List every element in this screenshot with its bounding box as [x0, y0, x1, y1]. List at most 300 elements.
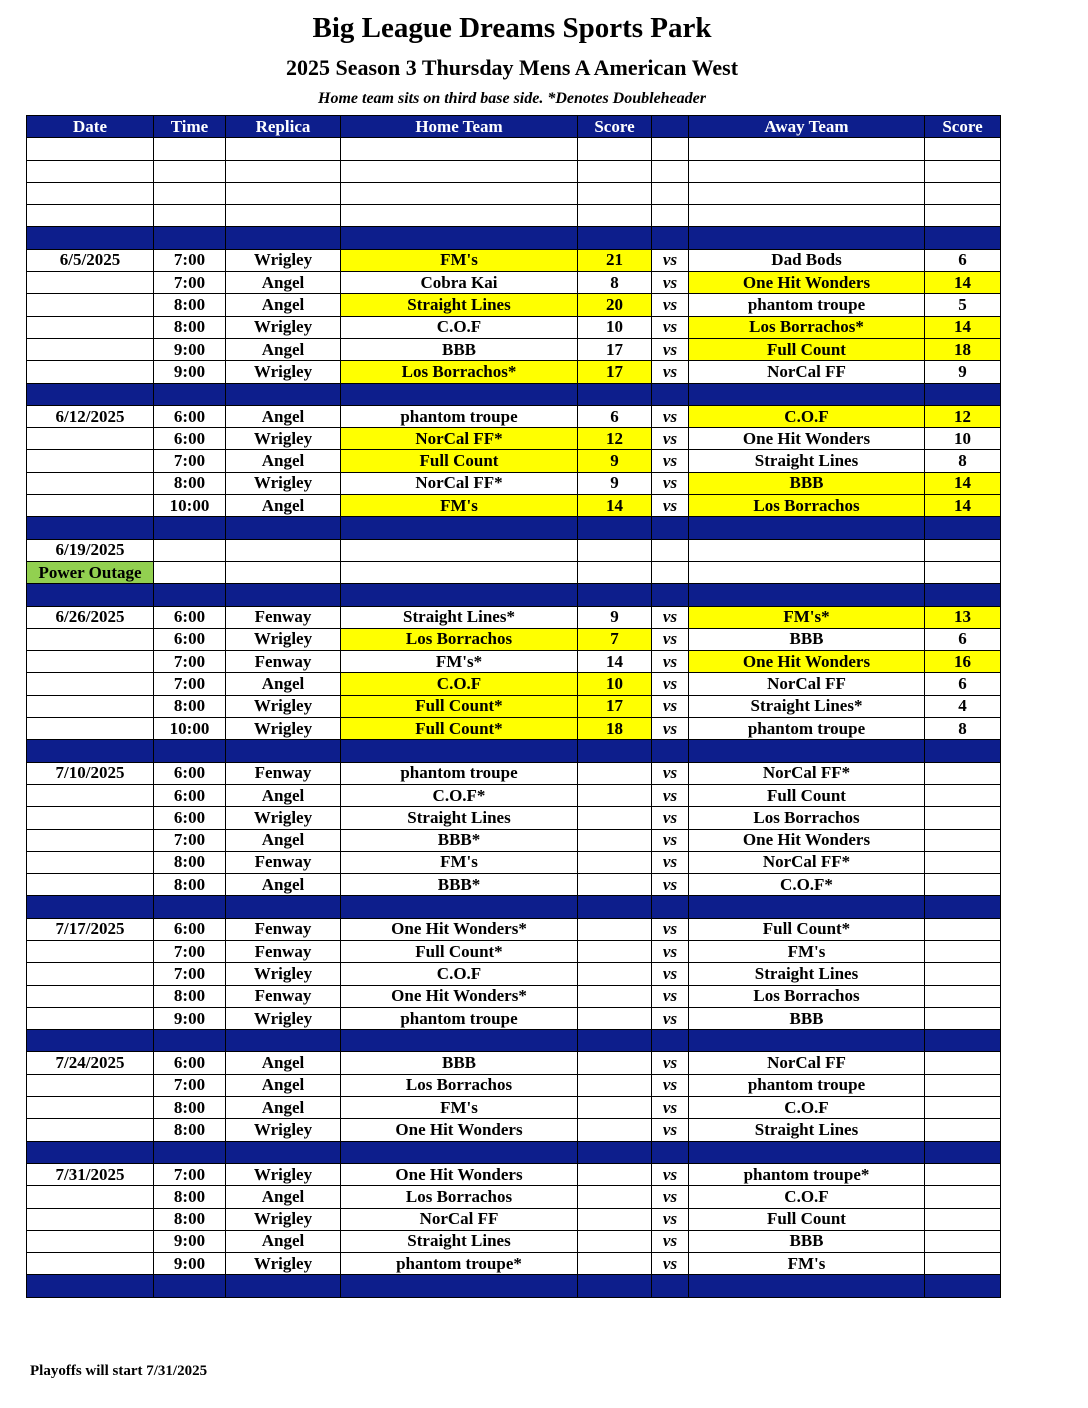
blank-cell: [341, 160, 578, 182]
away-team-cell: Full Count: [689, 1208, 925, 1230]
home-score-cell: [578, 851, 652, 873]
separator-cell: [226, 740, 341, 762]
date-cell: [27, 428, 154, 450]
blank-row: [27, 160, 1001, 182]
time-cell: 7:00: [154, 940, 226, 962]
replica-cell: Fenway: [226, 762, 341, 784]
separator-cell: [226, 383, 341, 405]
separator-cell: [27, 1141, 154, 1163]
home-score-cell: 9: [578, 472, 652, 494]
game-row: [27, 1097, 1001, 1119]
away-team-cell: phantom troupe: [689, 718, 925, 740]
time-cell: 9:00: [154, 338, 226, 360]
replica-cell: Wrigley: [226, 1163, 341, 1185]
vs-label: vs: [652, 1186, 689, 1208]
home-team-cell: Los Borrachos: [341, 628, 578, 650]
blank-row: [27, 182, 1001, 204]
schedule-table: [26, 115, 1001, 1298]
home-score-cell: [578, 1097, 652, 1119]
game-row: [27, 405, 1001, 427]
away-score-cell: [925, 762, 1001, 784]
replica-cell: Fenway: [226, 940, 341, 962]
date-cell: 6/5/2025: [27, 249, 154, 271]
separator-cell: [27, 383, 154, 405]
vs-label: vs: [652, 495, 689, 517]
blank-cell: [689, 205, 925, 227]
away-team-cell: NorCal FF*: [689, 851, 925, 873]
vs-label: vs: [652, 940, 689, 962]
time-cell: 8:00: [154, 316, 226, 338]
separator-cell: [27, 896, 154, 918]
time-cell: 6:00: [154, 628, 226, 650]
away-team-cell: C.O.F*: [689, 874, 925, 896]
time-cell: 8:00: [154, 985, 226, 1007]
replica-cell: Wrigley: [226, 695, 341, 717]
replica-cell: Angel: [226, 784, 341, 806]
game-row: [27, 673, 1001, 695]
replica-cell: Angel: [226, 1052, 341, 1074]
separator-cell: [578, 383, 652, 405]
date-cell: [27, 1074, 154, 1096]
vs-label: vs: [652, 472, 689, 494]
replica-cell: Wrigley: [226, 1253, 341, 1275]
date-cell: [27, 1253, 154, 1275]
page-title: Big League Dreams Sports Park: [312, 12, 712, 44]
away-team-cell: BBB: [689, 472, 925, 494]
away-team-cell: BBB: [689, 628, 925, 650]
home-team-cell: BBB: [341, 1052, 578, 1074]
separator-cell: [341, 1275, 578, 1297]
separator-cell: [341, 896, 578, 918]
game-row: [27, 784, 1001, 806]
schedule-body: [27, 138, 1001, 1297]
home-score-cell: 8: [578, 272, 652, 294]
separator-row: [27, 227, 1001, 249]
away-score-cell: 6: [925, 249, 1001, 271]
away-score-cell: 8: [925, 718, 1001, 740]
replica-cell: Fenway: [226, 918, 341, 940]
vs-label: vs: [652, 1208, 689, 1230]
away-score-cell: 13: [925, 606, 1001, 628]
date-cell: [27, 272, 154, 294]
home-score-cell: [578, 1253, 652, 1275]
date-cell: [27, 338, 154, 360]
away-team-cell: Dad Bods: [689, 249, 925, 271]
vs-label: vs: [652, 1007, 689, 1029]
away-score-cell: 8: [925, 450, 1001, 472]
date-cell: [27, 1186, 154, 1208]
separator-cell: [689, 383, 925, 405]
separator-cell: [925, 517, 1001, 539]
home-score-cell: [578, 539, 652, 561]
vs-label: vs: [652, 1119, 689, 1141]
home-score-cell: [578, 1007, 652, 1029]
date-cell: [27, 1119, 154, 1141]
vs-label: vs: [652, 1163, 689, 1185]
separator-cell: [578, 740, 652, 762]
time-cell: 7:00: [154, 450, 226, 472]
separator-cell: [154, 1030, 226, 1052]
home-score-cell: [578, 829, 652, 851]
replica-cell: Wrigley: [226, 428, 341, 450]
blank-cell: [578, 138, 652, 160]
away-score-cell: [925, 985, 1001, 1007]
separator-cell: [341, 383, 578, 405]
separator-row: [27, 383, 1001, 405]
home-score-cell: [578, 1186, 652, 1208]
separator-cell: [154, 1275, 226, 1297]
home-team-cell: Straight Lines: [341, 294, 578, 316]
replica-cell: Fenway: [226, 985, 341, 1007]
separator-cell: [652, 517, 689, 539]
vs-label: vs: [652, 606, 689, 628]
separator-cell: [652, 1030, 689, 1052]
separator-cell: [652, 896, 689, 918]
time-cell: 7:00: [154, 651, 226, 673]
home-score-cell: [578, 762, 652, 784]
away-score-cell: 10: [925, 428, 1001, 450]
separator-cell: [341, 584, 578, 606]
home-team-cell: Los Borrachos: [341, 1186, 578, 1208]
separator-cell: [27, 584, 154, 606]
blank-cell: [27, 160, 154, 182]
away-score-cell: [925, 851, 1001, 873]
date-cell: 7/10/2025: [27, 762, 154, 784]
away-score-cell: 6: [925, 628, 1001, 650]
away-team-cell: C.O.F: [689, 1097, 925, 1119]
blank-cell: [226, 205, 341, 227]
away-team-cell: Straight Lines: [689, 1119, 925, 1141]
blank-cell: [689, 138, 925, 160]
away-score-cell: 9: [925, 361, 1001, 383]
date-cell: 6/26/2025: [27, 606, 154, 628]
away-team-cell: Los Borrachos: [689, 807, 925, 829]
separator-cell: [27, 517, 154, 539]
game-row: [27, 272, 1001, 294]
separator-row: [27, 896, 1001, 918]
away-score-cell: 12: [925, 405, 1001, 427]
date-cell: 6/19/2025: [27, 539, 154, 561]
home-team-cell: One Hit Wonders: [341, 1119, 578, 1141]
home-score-cell: 9: [578, 606, 652, 628]
game-row: [27, 472, 1001, 494]
blank-cell: [652, 205, 689, 227]
away-team-cell: Full Count: [689, 784, 925, 806]
home-team-cell: Los Borrachos: [341, 1074, 578, 1096]
away-team-cell: One Hit Wonders: [689, 428, 925, 450]
home-score-cell: [578, 985, 652, 1007]
separator-cell: [652, 1275, 689, 1297]
separator-row: [27, 517, 1001, 539]
blank-cell: [689, 182, 925, 204]
blank-cell: [689, 160, 925, 182]
home-team-cell: One Hit Wonders*: [341, 985, 578, 1007]
away-score-cell: [925, 807, 1001, 829]
vs-label: vs: [652, 450, 689, 472]
game-row: [27, 249, 1001, 271]
blank-cell: [341, 205, 578, 227]
vs-label: vs: [652, 695, 689, 717]
home-score-cell: 17: [578, 361, 652, 383]
time-cell: 8:00: [154, 695, 226, 717]
game-row: [27, 294, 1001, 316]
col-header-date: Date: [27, 116, 154, 138]
time-cell: 8:00: [154, 851, 226, 873]
replica-cell: [226, 561, 341, 583]
time-cell: 10:00: [154, 718, 226, 740]
game-row: [27, 918, 1001, 940]
blank-cell: [341, 182, 578, 204]
col-header-vs: [652, 116, 689, 138]
away-score-cell: [925, 561, 1001, 583]
time-cell: 8:00: [154, 874, 226, 896]
vs-label: vs: [652, 249, 689, 271]
blank-cell: [652, 138, 689, 160]
game-row: [27, 695, 1001, 717]
separator-row: [27, 1141, 1001, 1163]
date-cell: [27, 851, 154, 873]
date-cell: [27, 1230, 154, 1252]
home-team-cell: C.O.F: [341, 963, 578, 985]
home-team-cell: One Hit Wonders*: [341, 918, 578, 940]
time-cell: 8:00: [154, 1119, 226, 1141]
blank-row: [27, 205, 1001, 227]
vs-label: vs: [652, 316, 689, 338]
blank-cell: [925, 205, 1001, 227]
separator-cell: [925, 383, 1001, 405]
date-cell: Power Outage: [27, 561, 154, 583]
separator-cell: [27, 740, 154, 762]
time-cell: 8:00: [154, 1208, 226, 1230]
blank-cell: [578, 182, 652, 204]
replica-cell: Angel: [226, 673, 341, 695]
away-score-cell: [925, 1253, 1001, 1275]
home-score-cell: 20: [578, 294, 652, 316]
game-row: [27, 606, 1001, 628]
blank-cell: [154, 182, 226, 204]
separator-cell: [652, 227, 689, 249]
away-team-cell: Straight Lines: [689, 450, 925, 472]
away-team-cell: C.O.F: [689, 1186, 925, 1208]
blank-cell: [578, 205, 652, 227]
home-team-cell: NorCal FF*: [341, 472, 578, 494]
replica-cell: Angel: [226, 450, 341, 472]
separator-cell: [578, 1275, 652, 1297]
home-team-cell: BBB*: [341, 829, 578, 851]
home-team-cell: [341, 539, 578, 561]
home-team-cell: Cobra Kai: [341, 272, 578, 294]
away-team-cell: Straight Lines*: [689, 695, 925, 717]
date-cell: [27, 1007, 154, 1029]
separator-cell: [925, 584, 1001, 606]
separator-cell: [652, 1141, 689, 1163]
blank-cell: [578, 160, 652, 182]
away-score-cell: [925, 1208, 1001, 1230]
home-team-cell: FM's: [341, 495, 578, 517]
separator-cell: [154, 1141, 226, 1163]
replica-cell: Fenway: [226, 606, 341, 628]
time-cell: 6:00: [154, 1052, 226, 1074]
away-score-cell: [925, 963, 1001, 985]
vs-label: vs: [652, 1052, 689, 1074]
date-cell: [27, 784, 154, 806]
time-cell: 7:00: [154, 249, 226, 271]
home-team-cell: FM's: [341, 1097, 578, 1119]
separator-cell: [925, 740, 1001, 762]
home-team-cell: NorCal FF*: [341, 428, 578, 450]
away-team-cell: FM's: [689, 940, 925, 962]
home-score-cell: 9: [578, 450, 652, 472]
away-team-cell: phantom troupe*: [689, 1163, 925, 1185]
replica-cell: Wrigley: [226, 1119, 341, 1141]
time-cell: 7:00: [154, 963, 226, 985]
blank-cell: [652, 182, 689, 204]
home-team-cell: phantom troupe: [341, 1007, 578, 1029]
time-cell: 7:00: [154, 272, 226, 294]
away-team-cell: phantom troupe: [689, 294, 925, 316]
time-cell: 9:00: [154, 361, 226, 383]
vs-label: vs: [652, 807, 689, 829]
away-score-cell: [925, 1230, 1001, 1252]
vs-label: vs: [652, 985, 689, 1007]
col-header-time: Time: [154, 116, 226, 138]
away-score-cell: [925, 1163, 1001, 1185]
vs-label: vs: [652, 651, 689, 673]
away-team-cell: FM's*: [689, 606, 925, 628]
replica-cell: Wrigley: [226, 1007, 341, 1029]
game-row: [27, 539, 1001, 561]
replica-cell: Fenway: [226, 651, 341, 673]
home-score-cell: [578, 1208, 652, 1230]
header-row: [27, 116, 1001, 138]
blank-cell: [154, 205, 226, 227]
home-team-cell: C.O.F*: [341, 784, 578, 806]
separator-cell: [925, 1030, 1001, 1052]
separator-row: [27, 1275, 1001, 1297]
date-cell: [27, 316, 154, 338]
vs-label: vs: [652, 718, 689, 740]
vs-label: vs: [652, 874, 689, 896]
home-team-cell: Los Borrachos*: [341, 361, 578, 383]
separator-row: [27, 740, 1001, 762]
blank-cell: [226, 138, 341, 160]
separator-row: [27, 1030, 1001, 1052]
replica-cell: Wrigley: [226, 361, 341, 383]
col-header-home-team: Home Team: [341, 116, 578, 138]
time-cell: 6:00: [154, 807, 226, 829]
away-team-cell: One Hit Wonders: [689, 272, 925, 294]
away-score-cell: [925, 1119, 1001, 1141]
vs-label: vs: [652, 851, 689, 873]
home-score-cell: [578, 1119, 652, 1141]
col-header-home-score: Score: [578, 116, 652, 138]
home-score-cell: 17: [578, 695, 652, 717]
header-note: Home team sits on third base side. *Denotes Doubleheader: [318, 90, 706, 107]
home-team-cell: One Hit Wonders: [341, 1163, 578, 1185]
home-score-cell: 21: [578, 249, 652, 271]
away-team-cell: NorCal FF*: [689, 762, 925, 784]
vs-label: vs: [652, 1097, 689, 1119]
replica-cell: Angel: [226, 1230, 341, 1252]
separator-cell: [578, 227, 652, 249]
vs-label: [652, 561, 689, 583]
away-score-cell: 6: [925, 673, 1001, 695]
separator-cell: [341, 227, 578, 249]
game-row: [27, 651, 1001, 673]
separator-cell: [226, 517, 341, 539]
time-cell: 6:00: [154, 428, 226, 450]
col-header-away-score: Score: [925, 116, 1001, 138]
away-score-cell: 14: [925, 272, 1001, 294]
home-team-cell: phantom troupe: [341, 405, 578, 427]
col-header-away-team: Away Team: [689, 116, 925, 138]
date-cell: [27, 495, 154, 517]
home-team-cell: Full Count: [341, 450, 578, 472]
home-score-cell: 14: [578, 495, 652, 517]
separator-cell: [226, 227, 341, 249]
game-row: [27, 718, 1001, 740]
away-score-cell: 16: [925, 651, 1001, 673]
vs-label: vs: [652, 628, 689, 650]
replica-cell: Angel: [226, 272, 341, 294]
game-row: [27, 1186, 1001, 1208]
game-row: [27, 1230, 1001, 1252]
away-team-cell: [689, 539, 925, 561]
home-score-cell: [578, 1052, 652, 1074]
game-row: [27, 985, 1001, 1007]
separator-cell: [341, 517, 578, 539]
home-team-cell: FM's: [341, 249, 578, 271]
replica-cell: Wrigley: [226, 718, 341, 740]
blank-cell: [226, 182, 341, 204]
game-row: [27, 1052, 1001, 1074]
date-cell: [27, 695, 154, 717]
home-team-cell: Straight Lines*: [341, 606, 578, 628]
home-team-cell: FM's*: [341, 651, 578, 673]
home-score-cell: 7: [578, 628, 652, 650]
away-score-cell: [925, 539, 1001, 561]
date-cell: [27, 450, 154, 472]
game-row: [27, 316, 1001, 338]
away-score-cell: 4: [925, 695, 1001, 717]
date-cell: [27, 294, 154, 316]
vs-label: vs: [652, 1230, 689, 1252]
home-score-cell: 14: [578, 651, 652, 673]
away-team-cell: Straight Lines: [689, 963, 925, 985]
replica-cell: Angel: [226, 294, 341, 316]
time-cell: 7:00: [154, 829, 226, 851]
away-team-cell: Full Count: [689, 338, 925, 360]
separator-cell: [578, 896, 652, 918]
blank-cell: [925, 160, 1001, 182]
time-cell: 9:00: [154, 1007, 226, 1029]
separator-cell: [925, 1141, 1001, 1163]
col-header-replica: Replica: [226, 116, 341, 138]
time-cell: 8:00: [154, 1186, 226, 1208]
separator-cell: [652, 383, 689, 405]
time-cell: 6:00: [154, 784, 226, 806]
away-team-cell: NorCal FF: [689, 1052, 925, 1074]
date-cell: [27, 1208, 154, 1230]
game-row: [27, 1007, 1001, 1029]
time-cell: 6:00: [154, 918, 226, 940]
replica-cell: Angel: [226, 1074, 341, 1096]
time-cell: [154, 539, 226, 561]
replica-cell: Wrigley: [226, 628, 341, 650]
away-team-cell: One Hit Wonders: [689, 651, 925, 673]
vs-label: vs: [652, 1074, 689, 1096]
separator-cell: [154, 227, 226, 249]
